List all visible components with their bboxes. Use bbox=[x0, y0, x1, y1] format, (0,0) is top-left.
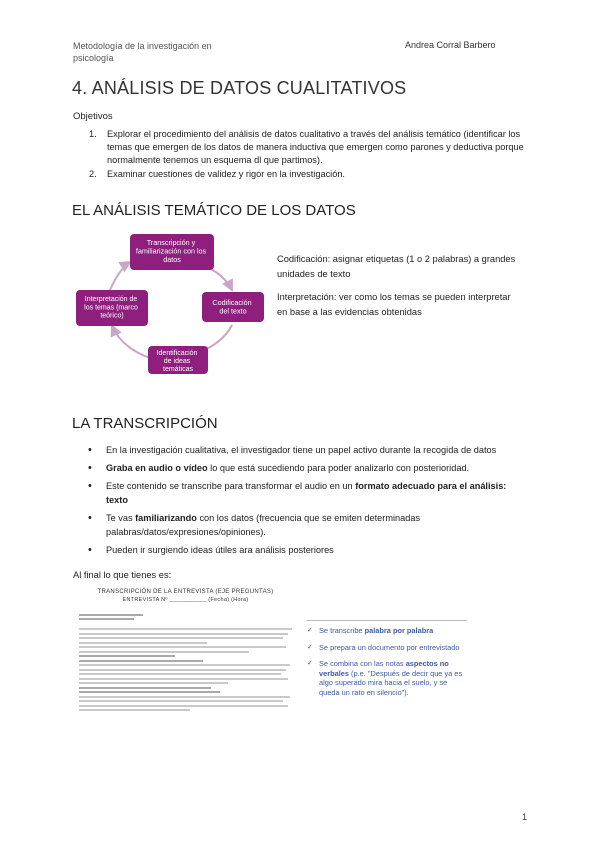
cycle-label-bottom: Identificación de ideas temáticas bbox=[156, 350, 198, 373]
cycle-label-left: Interpretación de los temas (marco teórico) bbox=[84, 296, 138, 320]
note-text: Se prepara un documento por entrevistado bbox=[319, 642, 460, 652]
list-text: Explorar el procedimiento del análisis de datos cualitativo a través del análisis temático (identificar los temas que emergen de los datos de manera inductiva que emergen como parones y deductiva porque normalmente tenemos un esquema dl que partimos). bbox=[107, 129, 524, 165]
objectives-label: Objetivos bbox=[73, 111, 113, 122]
final-label: Al final lo que tienes es: bbox=[73, 570, 172, 580]
section-heading-thematic: EL ANÁLISIS TEMÁTICO DE LOS DATOS bbox=[72, 202, 356, 219]
list-number: 2. bbox=[89, 169, 97, 179]
bullet-text: Este contenido se transcribe para transformar el audio en un bbox=[106, 481, 356, 491]
transcript-body bbox=[73, 603, 298, 711]
list-item bbox=[307, 643, 467, 653]
list-number: 1. bbox=[89, 129, 97, 139]
section-heading-transcription: LA TRANSCRIPCIÓN bbox=[72, 415, 218, 432]
page-title: 4. ANÁLISIS DE DATOS CUALITATIVOS bbox=[72, 78, 407, 98]
bullet-text: En la investigación cualitativa, el investigador tiene un papel activo durante la recogida de datos bbox=[106, 445, 497, 455]
list-item bbox=[88, 511, 528, 539]
objectives-list bbox=[73, 128, 543, 182]
page-number: 1 bbox=[522, 812, 528, 822]
note-bold: aspectos no verbales bbox=[319, 659, 449, 678]
transcript-notes bbox=[307, 626, 467, 704]
course-title: Metodología de la investigación en psicología bbox=[73, 41, 212, 63]
list-item bbox=[88, 479, 528, 507]
list-item bbox=[73, 128, 543, 167]
cycle-arrow bbox=[110, 262, 130, 290]
bullet-text: lo que está sucediendo para poder analizarlo con posterioridad. bbox=[207, 463, 470, 473]
bullet-bold: Graba en audio o vídeo bbox=[106, 463, 208, 473]
divider bbox=[307, 620, 467, 621]
list-item bbox=[88, 461, 528, 475]
cycle-arrow bbox=[112, 326, 150, 358]
list-item bbox=[307, 626, 467, 636]
bullet-text: con los datos (frecuencia que se emiten determinadas palabras/datos/expresiones/opiniones). bbox=[106, 513, 421, 537]
thematic-cycle-diagram bbox=[72, 230, 272, 375]
list-item bbox=[307, 659, 467, 697]
author-name: Andrea Corral Barbero bbox=[405, 40, 496, 50]
list-item bbox=[73, 168, 543, 181]
note-text: Se combina con las notas bbox=[319, 659, 406, 668]
transcript-title: TRANSCRIPCIÓN DE LA ENTREVISTA (EJE PREGUNTAS) bbox=[97, 589, 274, 595]
bullet-text: Pueden ir surgiendo ideas útiles ara análisis posteriores bbox=[106, 545, 334, 555]
transcript-subtitle: ENTREVISTA Nº ___________ (Fecha) (Hora) bbox=[122, 597, 249, 603]
bullet-text: Te vas bbox=[106, 513, 136, 523]
transcription-bullets bbox=[88, 443, 528, 561]
list-item bbox=[88, 543, 528, 557]
list-text: Examinar cuestiones de validez y rigor en la investigación. bbox=[107, 169, 345, 179]
cycle-label-top: Transcripción y familiarización con los datos bbox=[135, 238, 207, 264]
coding-note: Codificación: asignar etiquetas (1 o 2 palabras) a grandes unidades de texto bbox=[277, 254, 516, 279]
note-bold: palabra por palabra bbox=[364, 626, 434, 635]
bullet-bold: formato adecuado para el análisis: texto bbox=[106, 481, 507, 505]
interpretation-note: Interpretación: ver como los temas se pueden interpretar en base a las evidencias obtenidas bbox=[277, 292, 511, 317]
list-item bbox=[88, 443, 528, 457]
transcript-image bbox=[73, 585, 298, 777]
note-text: (p.e. "Después de decir que ya es algo superado mira hacia el suelo, y se queda un rato en silencio"). bbox=[319, 668, 463, 697]
note-text: Se transcribe bbox=[319, 626, 365, 635]
bullet-bold: familiarizando bbox=[135, 513, 197, 523]
cycle-label-right: Codificación del texto bbox=[212, 298, 252, 316]
